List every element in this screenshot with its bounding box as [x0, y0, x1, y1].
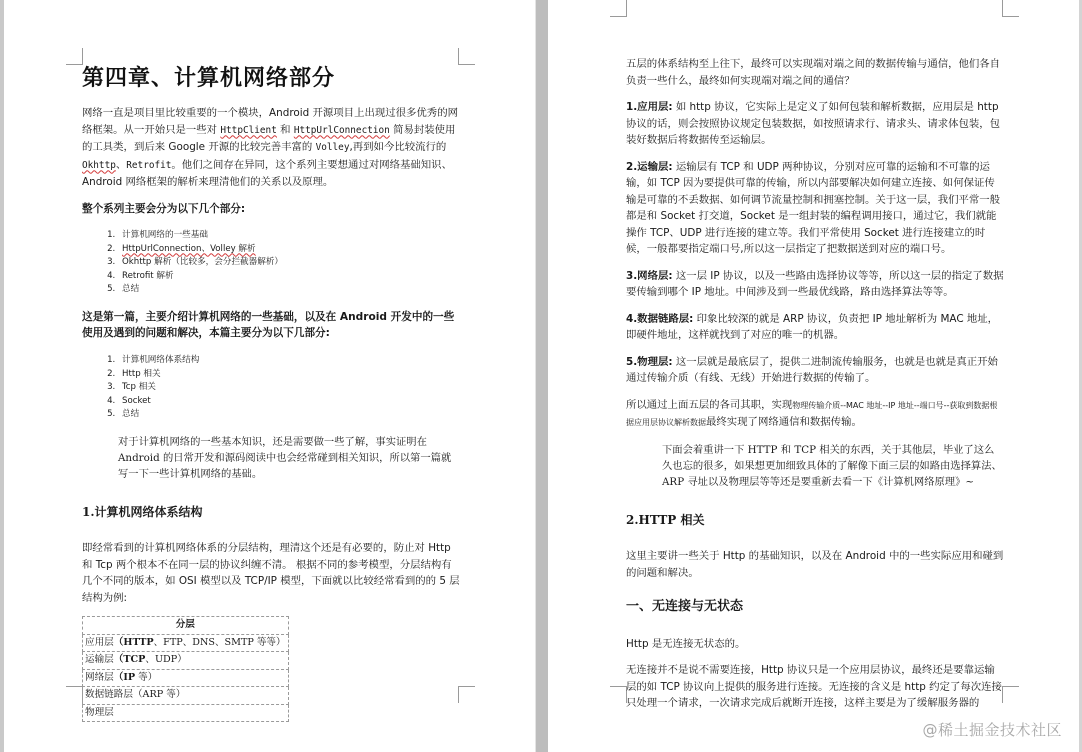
code-volley: Volley [315, 142, 350, 153]
summary-text: 所以通过上面五层的各司其职，实现 [626, 398, 793, 411]
intro-paragraph [82, 105, 460, 191]
margin-mark-bottom-left [610, 686, 627, 703]
intro-text: 简易封装使用的工具类，到后来 Google 开源的比较完善丰富的 [82, 123, 456, 153]
list-item: 1. 计算机网络的一些基础 [118, 229, 460, 243]
layer-text: 印象比较深的就是 ARP 协议，负责把 IP 地址解析为 MAC 地址，即硬件地址，这样就找到了对应的唯一的机器。 [626, 312, 999, 341]
margin-mark-top-right [1002, 0, 1019, 17]
summary-chain: 物理传输介质--MAC 地址--IP 地址--端口号--获取到数据根据应用层协议解析数据 [626, 400, 998, 427]
list-item: 5. 总结 [118, 283, 460, 297]
margin-mark-bottom-left [66, 686, 83, 703]
list-item: 3. Okhttp 解析（比较多，会分拦截器解析） [118, 256, 460, 270]
layer-protocol: （IP [113, 671, 136, 683]
layers-note: 下面会着重讲一下 HTTP 和 TCP 相关的东西，关于其他层，毕业了这么久也忘的很多，如果想更加细致具体的了解像下面三层的如路由选择算法、ARP 寻址以及物理层等等还是要重新去看一下《计算机网络原理》~ [662, 443, 1002, 488]
first-article-heading: 这是第一篇，主要介绍计算机网络的一些基础，以及在 Android 开发中的一些使用及遇到的问题和解决，本篇主要分为以下几部分: [82, 310, 455, 340]
layer-protocols: 、UDP） [145, 654, 187, 666]
layer-protocols: 等） [135, 671, 158, 683]
series-heading: 整个系列主要会分为以下几个部分: [82, 202, 246, 215]
margin-mark-top-left [66, 48, 83, 65]
margin-mark-bottom-right [1002, 686, 1019, 703]
layer-protocol: （HTTP [113, 636, 154, 648]
code-httpurlconnection: HttpUrlConnection [293, 124, 390, 136]
document-page-left [4, 0, 535, 752]
layer-description [626, 311, 1004, 344]
table-row [83, 687, 289, 705]
layer-protocols: 、FTP、DNS、SMTP 等等） [153, 636, 286, 648]
layer-text: 如 http 协议，它实际上是定义了如何包装和解析数据，应用层是 http 协议的话，则会按照协议规定包装数据，如按照请求行、请求头、请求体包装，包装好数据后将数据传至运输层。 [626, 101, 1001, 146]
layer-description [626, 99, 1004, 149]
intro-text: 和 [276, 123, 294, 136]
series-list [82, 229, 460, 297]
table-row [83, 634, 289, 652]
layer-label: 3.网络层: [626, 269, 673, 282]
layer-description [626, 268, 1004, 301]
layers-summary [626, 397, 1004, 432]
layer-label: 2.运输层: [626, 160, 673, 173]
code-retrofit: Retrofit [126, 159, 172, 171]
connectionless-paragraph: 无连接并不是说不需要连接，Http 协议只是一个应用层协议，最终还是要靠运输层的如 TCP 协议向上提供的服务进行连接。无连接的含义是 http 约定了每次连接只处理一个请求，一次请求完成后就断开连接，这样主要是为了缓解服务器的 [626, 664, 1002, 709]
layer-label: 4.数据链路层: [626, 312, 694, 325]
intro-text: 。他们之间存在异同，这个系列主要想通过对网络基础知识、Android 网络框架的解析来理清他们的关系以及原理。 [82, 158, 452, 188]
list-item: 4. Retrofit 解析 [118, 270, 460, 284]
code-okhttp: Okhttp [82, 159, 116, 171]
summary-text: 最终实现了网络通信和数据传输。 [706, 416, 862, 428]
layers-intro: 五层的体系结构至上往下，最终可以实现端对端之间的数据传输与通信，他们各自负责一些什么，最终如何实现端对端之间的通信？ [626, 58, 1001, 87]
right-page-content [626, 56, 1004, 722]
margin-mark-top-right [458, 48, 475, 65]
left-page-content [82, 64, 460, 722]
section-1-title: 1.计算机网络体系结构 [82, 504, 203, 519]
layer-name: 网络层 [85, 671, 114, 683]
table-row [83, 652, 289, 670]
layer-table-header: 分层 [83, 617, 289, 635]
layer-text: 这一层就是最底层了，提供二进制流传输服务，也就是也就是真正开始通过传输介质（有线、无线）开始进行数据的传输了。 [626, 355, 998, 384]
table-row [83, 704, 289, 722]
document-page-right [548, 0, 1079, 752]
layer-text: 这一层 IP 协议，以及一些路由选择协议等等，所以这一层的指定了数据要传输到哪个 IP 地址。中间涉及到一些最优线路，路由选择算法等等。 [626, 269, 1004, 298]
margin-mark-bottom-right [458, 686, 475, 703]
watermark: @稀土掘金技术社区 [922, 721, 1062, 739]
chapter-title: 第四章、计算机网络部分 [82, 65, 336, 91]
layer-text: 运输层有 TCP 和 UDP 两种协议，分别对应可靠的运输和不可靠的运输，如 TCP 因为要提供可靠的传输，所以内部要解决如何建立连接、如何保证传输是可靠的不丢数据、如何调节流量控制和拥塞控制。关于这一层，我们平常一般都是和 Socket 打交道，Socket 是一组封装的编程调用接口，通过它，我们就能操作 TCP、UDP 进行连接的建立等。我们平常使用 Socket 进行连接建立的时候，一般都要指定端口号,所以这一层指定了把数据送到对应的端口号。 [626, 160, 1001, 255]
list-item: 5. 总结 [118, 408, 460, 422]
page-gutter [535, 0, 549, 752]
layer-label: 5.物理层: [626, 355, 673, 368]
layer-name: 物理层 [85, 706, 114, 718]
list-item: 2. Http 相关 [118, 368, 460, 382]
intro-note: 对于计算机网络的一些基本知识，还是需要做一些了解，事实证明在 Android 的日常开发和源码阅读中也会经常碰到相关知识，所以第一篇就写一下一些计算机网络的基础。 [118, 435, 452, 480]
margin-mark-top-left [610, 0, 627, 17]
list-item: 3. Tcp 相关 [118, 381, 460, 395]
intro-text: ,再到如今比较流行的 [349, 141, 447, 153]
table-row [83, 669, 289, 687]
intro-text: 、 [115, 158, 127, 171]
layer-protocol: （TCP [113, 654, 146, 666]
section-1-paragraph: 即经常看到的计算机网络体系的分层结构，理清这个还是有必要的，防止对 Http 和 Tcp 两个根本不在同一层的协议纠缠不清。 根据不同的参考模型，分层结构有几个不同的版本，如 OSI 模型以及 TCP/IP 模型，下面就以比较经常看到的的 5 层结构为例: [82, 542, 460, 604]
layer-protocols: （ARP 等） [132, 689, 186, 701]
list-item: 4. Socket [118, 395, 460, 409]
section-2-title: 2.HTTP 相关 [626, 512, 705, 527]
stateless-paragraph: Http 是无连接无状态的。 [626, 637, 746, 650]
list-item: 2. HttpUrlConnection、Volley 解析 [118, 243, 460, 257]
layer-name: 数据链路层 [85, 689, 133, 701]
layer-description [626, 159, 1004, 258]
layer-label: 1.应用层: [626, 101, 673, 113]
layer-name: 应用层 [85, 636, 114, 648]
list-item: 1. 计算机网络体系结构 [118, 354, 460, 368]
section-2-paragraph: 这里主要讲一些关于 Http 的基础知识，以及在 Android 中的一些实际应用和碰到的问题和解决。 [626, 550, 1004, 579]
subsection-title: 一、无连接与无状态 [626, 599, 744, 614]
layer-table [82, 616, 289, 722]
code-httpclient: HttpClient [220, 124, 277, 136]
layer-description [626, 354, 1004, 387]
layer-name: 运输层 [85, 654, 114, 666]
intro-text: 网络一直是项目里比较重要的一个模块，Android 开源项目上出现过很多优秀的网络框架。从一开始只是一些对 [82, 107, 458, 136]
article-parts-list [82, 354, 460, 422]
